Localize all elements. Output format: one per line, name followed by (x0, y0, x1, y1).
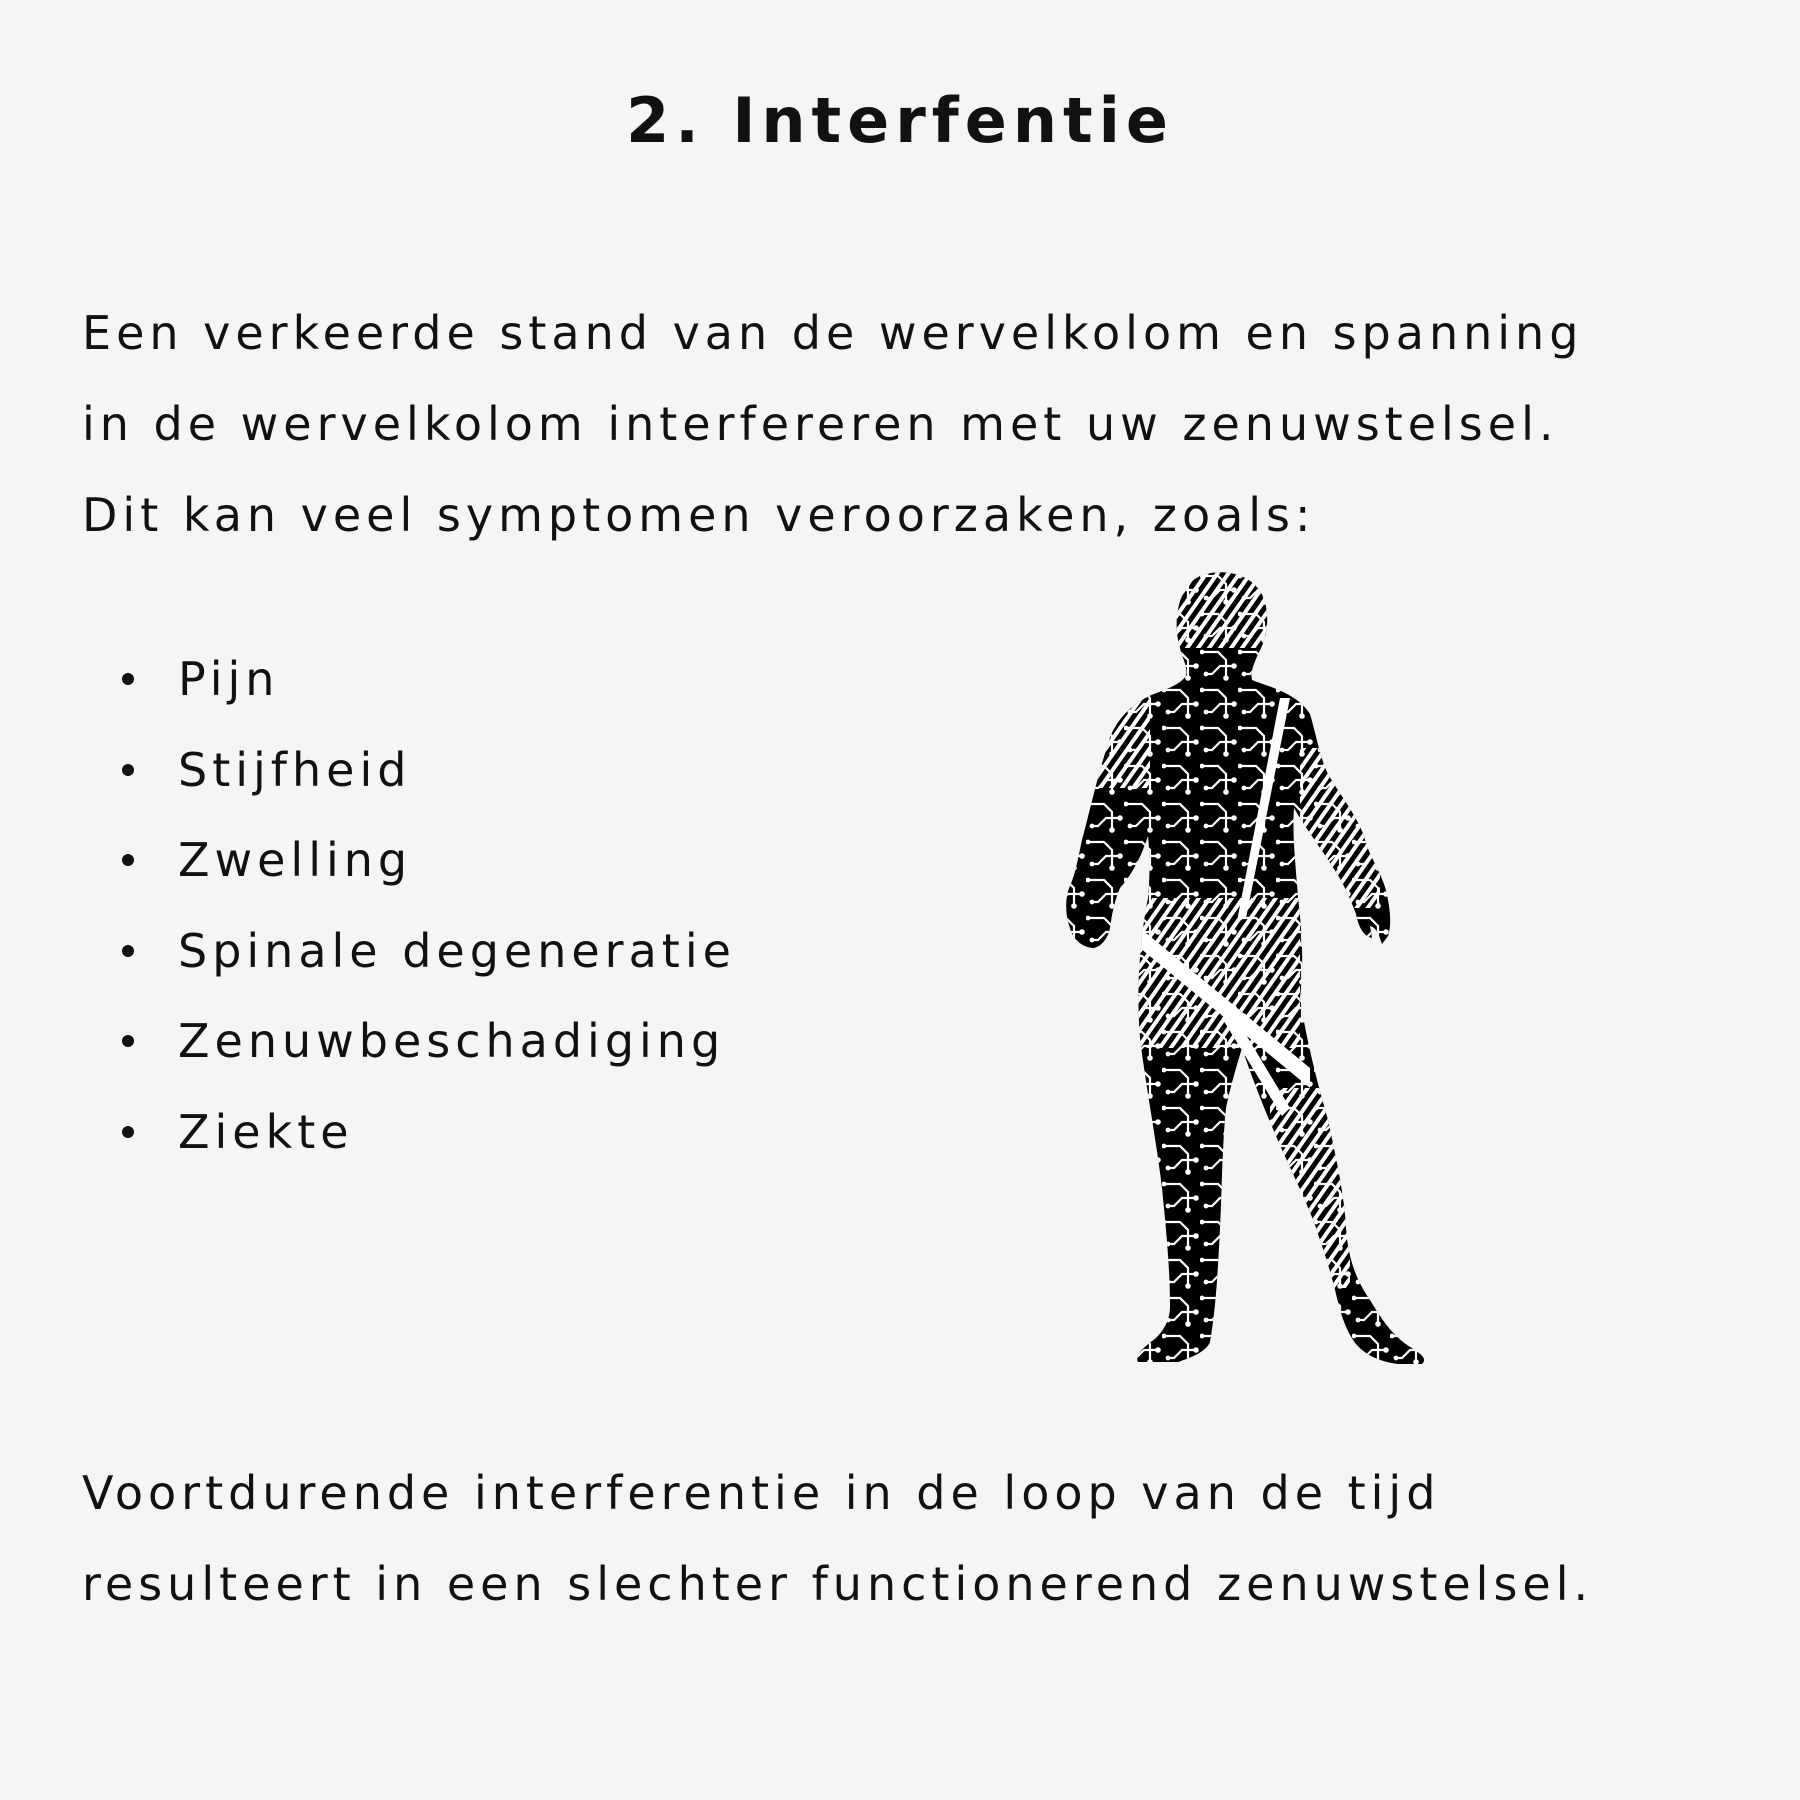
intro-line: Dit kan veel symptomen veroorzaken, zoals: (82, 488, 1316, 542)
circuit-human-figure-icon (1010, 568, 1460, 1428)
intro-line: in de wervelkolom interfereren met uw zenuwstelsel. (82, 397, 1559, 451)
symptom-item (120, 1087, 736, 1178)
symptom-list (120, 634, 736, 1177)
bullet-icon (122, 945, 134, 957)
intro-paragraph (82, 288, 1762, 561)
outro-line: Voortdurende interferentie in de loop van de tijd (82, 1466, 1441, 1520)
symptom-item (120, 996, 736, 1087)
outro-paragraph (82, 1448, 1762, 1630)
bullet-icon (122, 854, 134, 866)
bullet-icon (122, 1126, 134, 1138)
symptom-label: Stijfheid (178, 742, 412, 797)
outro-line: resulteert in een slechter functionerend zenuwstelsel. (82, 1557, 1594, 1611)
page-title: 2. Interfentie (626, 84, 1174, 157)
symptom-item (120, 725, 736, 816)
symptom-label: Pijn (178, 652, 280, 706)
symptom-label: Ziekte (178, 1104, 354, 1159)
bullet-icon (122, 673, 134, 685)
symptom-label: Zenuwbeschadiging (178, 1014, 726, 1068)
symptom-item (120, 906, 736, 997)
symptom-item (120, 634, 736, 725)
symptom-label: Spinale degeneratie (178, 923, 736, 978)
intro-line: Een verkeerde stand van de wervelkolom en spanning (82, 306, 1584, 360)
symptom-item (120, 815, 736, 906)
symptom-label: Zwelling (178, 833, 413, 887)
bullet-icon (122, 1035, 134, 1047)
bullet-icon (122, 764, 134, 776)
